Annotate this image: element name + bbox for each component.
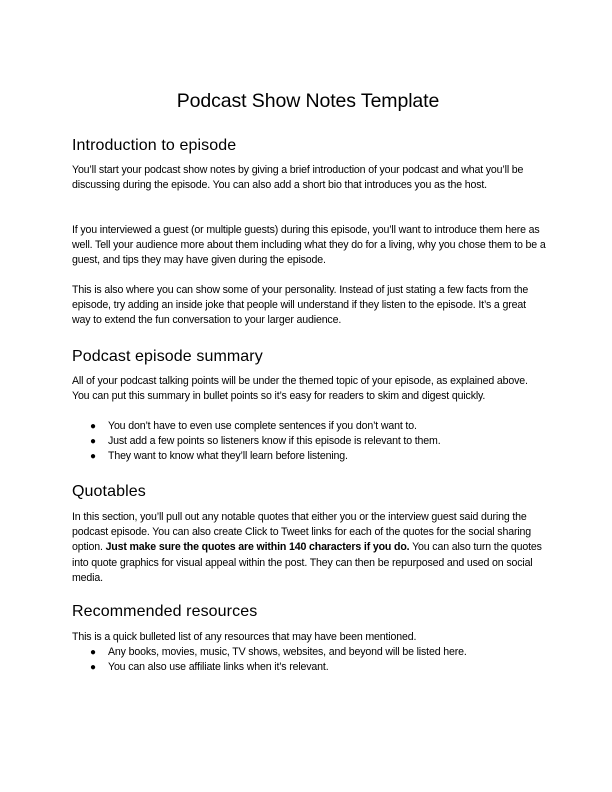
list-item: ● You don’t have to even use complete sentences if you don’t want to. — [72, 419, 546, 434]
summary-bullet-list — [72, 419, 546, 465]
bold-emphasis: Just make sure the quotes are within 140 characters if you do. — [105, 541, 410, 554]
paragraph-resources: This is a quick bulleted list of any resources that may have been mentioned. — [72, 631, 417, 643]
paragraph-intro-3: This is also where you can show some of your personality. Instead of just stating a few facts from the episode, try adding an inside joke that people will understand if they listen to the episode. It’s a great way to extend the fun conversation to your larger audience. — [72, 284, 529, 327]
paragraph-intro-2: If you interviewed a guest (or multiple guests) during this episode, you’ll want to introduce them here as well. Tell your audience more about them including what they do for a living, why you chose them to be a guest, and tips they may have given during the episode. — [72, 224, 546, 267]
paragraph-quotables: In this section, you’ll pull out any notable quotes that either you or the interview guest said during the podcast episode. You can also create Click to Tweet links for each of the quotes for the social sharing option. Just make sure the quotes are within 140 characters if you do. You can also turn the quotes into quote graphics for visual appeal within the post. They can then be repurposed and used on social media. — [72, 511, 542, 584]
bullet-icon: ● — [90, 647, 96, 658]
list-item: ● They want to know what they’ll learn before listening. — [72, 449, 546, 464]
list-item: ● You can also use affiliate links when it’s relevant. — [72, 660, 546, 675]
list-item: ● Any books, movies, music, TV shows, websites, and beyond will be listed here. — [72, 645, 546, 660]
list-item: ● Just add a few points so listeners know if this episode is relevant to them. — [72, 434, 546, 449]
document-title: Podcast Show Notes Template — [176, 90, 440, 112]
heading-recommended-resources: Recommended resources — [72, 603, 258, 620]
bullet-icon: ● — [90, 662, 96, 674]
bullet-icon: ● — [90, 451, 96, 463]
bullet-icon: ● — [90, 421, 96, 432]
bullet-icon: ● — [90, 436, 96, 448]
resources-bullet-list — [72, 645, 546, 675]
heading-introduction: Introduction to episode — [72, 137, 237, 154]
heading-episode-summary: Podcast episode summary — [72, 348, 263, 365]
paragraph-summary: All of your podcast talking points will be under the themed topic of your episode, as explained above. You can put this summary in bullet points so it’s easy for readers to skim and digest quickly. — [72, 375, 528, 403]
heading-quotables: Quotables — [72, 483, 146, 500]
paragraph-intro-1: You’ll start your podcast show notes by giving a brief introduction of your podcast and what you’ll be discussing during the episode. You can also add a short bio that introduces you as the host. — [72, 164, 524, 192]
